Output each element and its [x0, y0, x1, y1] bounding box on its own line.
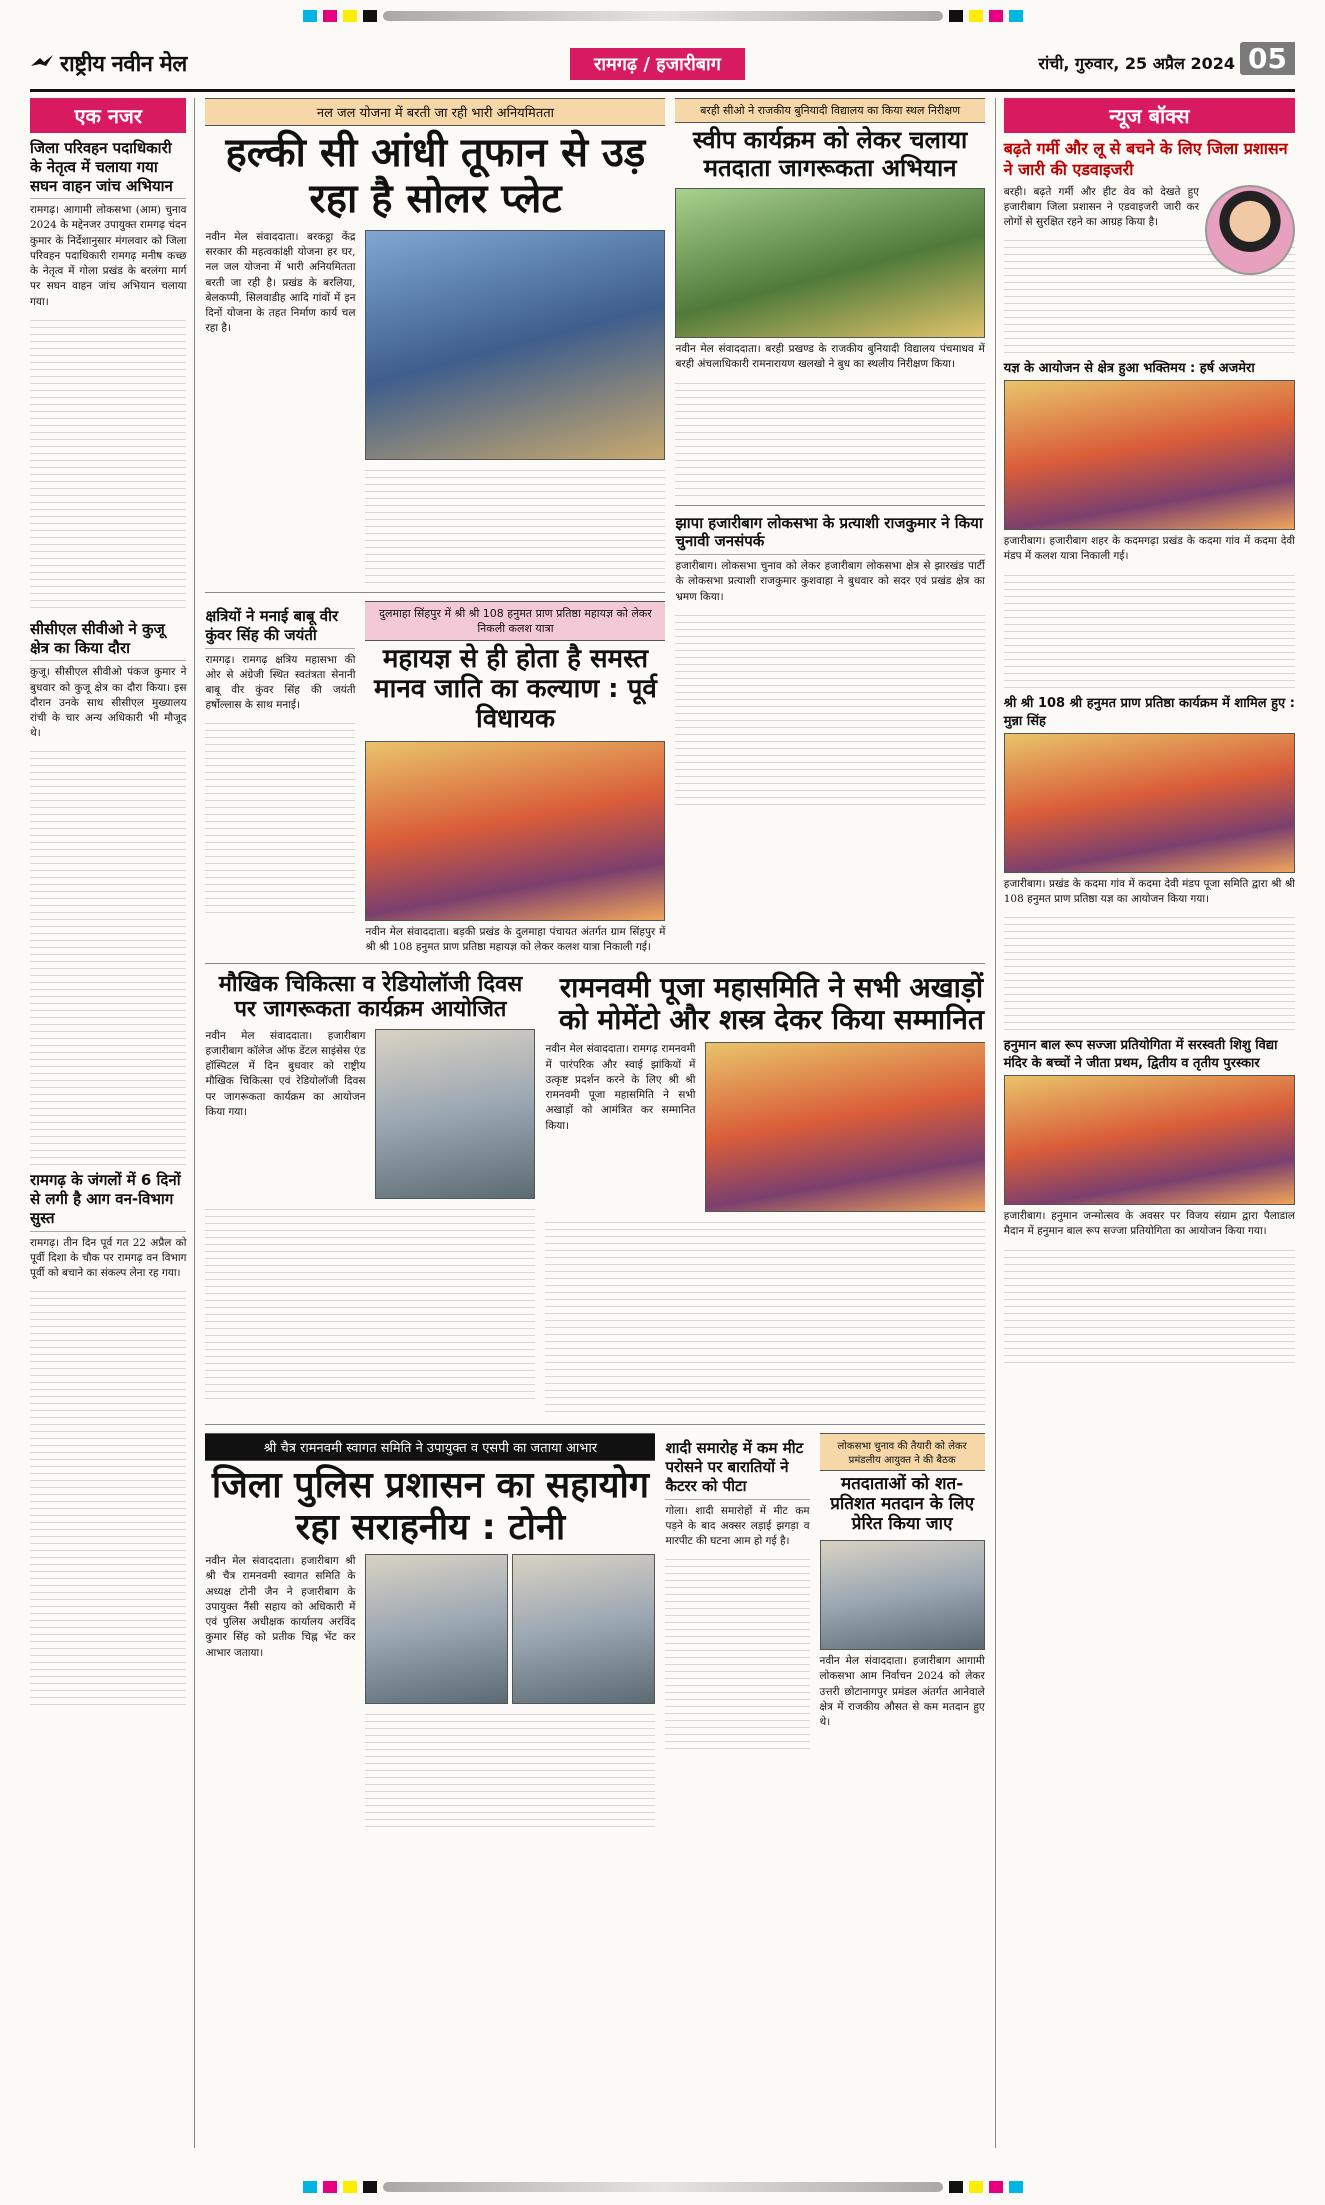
ramnavmi-photo — [705, 1042, 984, 1212]
kalash-yatra-photo — [365, 741, 665, 921]
registration-marks-top — [0, 6, 1325, 26]
lead-text: नवीन मेल संवाददाता। बरकट्ठा केंद्र सरकार की महत्वकांक्षी योजना हर घर, नल जल योजना में भारी अनियमितता बरती जा रही है। प्रखंड के बरलिया, बेलकप्पी, सिलवाडीह आदि गांवों में इन दिनों योजना के तहत निर्माण कार्य चल रहा है। — [205, 231, 356, 335]
voter-headline: मतदाताओं को शत- प्रतिशत मतदान के लिए प्रेरित किया जाए — [830, 1474, 975, 1534]
page-number: 05 — [1240, 42, 1295, 75]
police-headline: जिला पुलिस प्रशासन का सहायोग रहा सराहनीय : टोनी — [211, 1465, 650, 1548]
police-kicker: श्री चैत्र रामनवमी स्वागत समिति ने उपायुक्त व एसपी का जताया आभार — [205, 1433, 655, 1461]
bird-logo-icon — [30, 54, 54, 72]
hanumat-caption: श्री श्री 108 श्री हनुमत प्राण प्रतिष्ठा कार्यक्रम में शामिल हुए : मुन्ना सिंह — [1003, 695, 1295, 729]
heatwave-headline: बढ़ते गर्मी और लू से बचने के लिए जिला प्रशासन ने जारी की एडवाइजरी — [1003, 139, 1288, 179]
sveep-headline: स्वीप कार्यक्रम को लेकर चलाया मतदाता जागरूकता अभियान — [692, 126, 968, 182]
yagya-text: नवीन मेल संवाददाता। बड़की प्रखंड के दुलमाहा पंचायत अंतर्गत ग्राम सिंहपुर में श्री श्री 108 हनुमत प्राण प्रतिष्ठा महायज्ञ को लेकर कलश यात्रा निकाली गई। — [365, 925, 666, 953]
official-portrait — [1205, 185, 1295, 275]
commissioner-meeting-photo — [820, 1540, 985, 1650]
story-ccl-headline: सीसीएल सीवीओ ने कुजू क्षेत्र का किया दौरा — [30, 620, 186, 662]
ramnavmi-text: नवीन मेल संवाददाता। रामगढ़ रामनवमी में पारंपरिक और स्वाई झांकियों में उत्कृष्ट प्रदर्शन करने के लिए श्री श्री रामनवमी पूजा महासमिति ने सभी अखाड़ों को आमंत्रित कर सम्मानित किया। — [545, 1043, 696, 1132]
competition-body — [1004, 1244, 1295, 1364]
main-column — [205, 98, 984, 2148]
heatwave-text: बरही। बढ़ते गर्मी और हीट वेव को देखते हुए हजारीबाग जिला प्रशासन ने एडवाइजरी जारी कर लोगों से सुरक्षित रहने का आग्रह किया है। — [1003, 185, 1199, 229]
yagya-headline: महायज्ञ से ही होता है समस्त मानव जाति का कल्याण : पूर्व विधायक — [374, 644, 657, 734]
lead-kicker: नल जल योजना में बरती जा रही भारी अनियमितता — [205, 98, 665, 126]
competition-text: हजारीबाग। हनुमान जन्मोत्सव के अवसर पर विजय संग्राम द्वारा पैलाडाल मैदान में हनुमान बाल रूप सज्जा प्रतियोगिता का आयोजन किया गया। — [1003, 1210, 1295, 1238]
police-text: नवीन मेल संवाददाता। हजारीबाग श्री श्री चैत्र रामनवमी स्वागत समिति के अध्यक्ष टोनी जैन ने हजारीबाग के उपायुक्त नैंसी सहाय को अधिकारी में एवं पुलिस अधीक्षक कार्यालय अरविंद कुमार सिंह को प्रतीक चिह्न भेंट कर आभार जताया। — [205, 1555, 356, 1659]
caterer-headline: शादी समारोह में कम मीट परोसने पर बारातियों ने कैटरर को पीटा — [665, 1439, 809, 1499]
solar-plate-photo — [365, 230, 665, 460]
ek-nazar-tag: एक नजर — [30, 98, 186, 133]
oral-headline: मौखिक चिकित्सा व रेडियोलॉजी दिवस पर जागरूकता कार्यक्रम आयोजित — [218, 972, 523, 1023]
hanumat-text: हजारीबाग। प्रखंड के कदमा गांव में कदमा देवी मंडप पूजा समिति द्वारा श्री श्री 108 हनुमत प्राण प्रतिष्ठा यज्ञ का आयोजन किया गया। — [1003, 877, 1295, 905]
dental-event-photo — [375, 1029, 535, 1199]
caterer-body — [665, 1553, 809, 1753]
yagya-bhakti-text: हजारीबाग। हजारीबाग शहर के कदमगढ़ा प्रखंड के कदमा गांव में कदमा देवी मंडप में कलश यात्रा निकाली गई। — [1003, 535, 1295, 563]
sveep-photo — [675, 188, 984, 338]
left-column — [30, 98, 195, 2148]
oral-text: नवीन मेल संवाददाता। हजारीबाग हजारीबाग कॉलेज ऑफ डेंटल साइंसेस एंड हॉस्पिटल में दिन बुधवार को राष्ट्रीय मौखिक चिकित्सा एवं रेडियोलॉजी दिवस पर जागरूकता कार्यक्रम का आयोजन किया गया। — [205, 1029, 366, 1118]
lead-body — [365, 464, 665, 584]
sveep-kicker: बरही सीओ ने राजकीय बुनियादी विद्यालय का किया स्थल निरीक्षण — [675, 98, 984, 123]
news-box-tag: न्यूज बॉक्स — [1004, 98, 1295, 133]
right-column — [995, 98, 1295, 2148]
story-ccl-body — [30, 745, 186, 1165]
sveep-body — [675, 377, 984, 497]
yagya-kicker: दुलमाहा सिंहपुर में श्री श्री 108 हनुमत प्राण प्रतिष्ठा महायज्ञ को लेकर निकली कलश यात्रा — [365, 601, 665, 641]
ramnavmi-body — [545, 1216, 984, 1416]
hanumat-photo — [1004, 733, 1295, 873]
hazaribagh-text: हजारीबाग। लोकसभा चुनाव को लेकर हजारीबाग लोकसभा क्षेत्र से झारखंड पार्टी के लोकसभा प्रत्याशी राजकुमार कुशवाहा ने बुधवार को सदर एवं प्रखंड क्षेत्र का भ्रमण किया। — [675, 560, 985, 603]
story-ccl-text: कुजू। सीसीएल सीवीओ पंकज कुमार ने बुधवार को कुजू क्षेत्र का दौरा किया। इस दौरान उनके साथ सीसीएल मुख्यालय रांची के चार अन्य अधिकारी भी मौजूद थे। — [30, 666, 187, 740]
story-forest-body — [30, 1285, 186, 1705]
hazaribagh-headline: झापा हजारीबाग लोकसभा के प्रत्याशी राजकुमार ने किया चुनावी जनसंपर्क — [675, 514, 984, 556]
lead-headline: हल्की सी आंधी तूफान से उड़ रहा है सोलर प्लेट — [225, 130, 646, 222]
ramnavmi-headline: रामनवमी पूजा महासमिति ने सभी अखाड़ों को मोमेंटो और शस्त्र देकर किया सम्मानित — [558, 971, 984, 1037]
caterer-text: गोला। शादी समारोहों में मीट कम पड़ने के बाद अक्सर लड़ाई झगड़ा व मारपीट की घटना आम हो गई है। — [665, 1504, 810, 1548]
yagya-bhakti-caption: यज्ञ के आयोजन से क्षेत्र हुआ भक्तिमय : हर्ष अजमेरा — [1003, 361, 1255, 377]
voter-kicker: लोकसभा चुनाव की तैयारी को लेकर प्रमंडलीय आयुक्त ने की बैठक — [820, 1433, 985, 1471]
competition-photo — [1004, 1075, 1295, 1205]
competition-caption: हनुमान बाल रूप सज्जा प्रतियोगिता में सरस्वती शिशु विद्या मंदिर के बच्चों ने जीता प्रथम, द्वितीय व तृतीय पुरस्कार — [1003, 1038, 1278, 1072]
hanumat-body — [1004, 911, 1295, 1031]
issue-date: रांची, गुरुवार, 25 अप्रैल 2024 — [1038, 54, 1235, 73]
sveep-text: नवीन मेल संवाददाता। बरही प्रखण्ड के राजकीय बुनियादी विद्यालय पंचमाधव में बरही अंचलाधिकारी रामनारायण खलखो ने बुध का स्थलीय निरीक्षण किया। — [675, 343, 985, 371]
newspaper-logo — [30, 48, 187, 78]
police-photo-2 — [512, 1554, 655, 1704]
police-photo-1 — [365, 1554, 508, 1704]
section-title: रामगढ़ / हजारीबाग — [570, 48, 745, 80]
oral-body — [205, 1203, 535, 1403]
story-transport-body — [30, 314, 186, 614]
kunwar-headline: क्षत्रियों ने मनाई बाबू वीर कुंवर सिंह की जयंती — [205, 607, 355, 649]
story-forest-text: रामगढ़। तीन दिन पूर्व गत 22 अप्रैल को पूर्वी दिशा के चौक पर रामगढ़ वन विभाग पूर्वी को बचाने का संकल्प लेना रह गया। — [30, 1236, 187, 1280]
story-transport-text: रामगढ़। आगामी लोकसभा (आम) चुनाव 2024 के मद्देनजर उपायुक्त रामगढ़ चंदन कुमार के निर्देशानुसार मंगलवार को जिला परिवहन पदाधिकारी रामगढ़ मनीष कच्छ के नेतृत्व में गोला प्रखंड के बरलंगा मार्ग पर सघन वाहन जांच अभियान चलाया गया। — [30, 204, 187, 308]
story-forest-headline: रामगढ़ के जंगलों में 6 दिनों से लगी है आग वन-विभाग सुस्त — [30, 1171, 186, 1231]
kunwar-text: रामगढ़। रामगढ़ क्षत्रिय महासभा की ओर से अंग्रेजी स्थित स्वतंत्रता सेनानी बाबू वीर कुंवर सिंह की जयंती हर्षोल्लास के साथ मनाई। — [205, 653, 356, 712]
yagya-bhakti-body — [1004, 569, 1295, 689]
logo-text: राष्ट्रीय नवीन मेल — [60, 51, 187, 77]
police-body — [365, 1708, 655, 1828]
yagya-bhakti-photo — [1004, 380, 1295, 530]
kunwar-body — [205, 717, 355, 917]
story-transport-headline: जिला परिवहन पदाधिकारी के नेतृत्व में चलाया गया सघन वाहन जांच अभियान — [30, 139, 186, 199]
masthead — [30, 36, 1295, 92]
voter-text: नवीन मेल संवाददाता। हजारीबाग आगामी लोकसभा आम निर्वाचन 2024 को लेकर उत्तरी छोटानागपुर प्रमंडल अंतर्गत आनेवाले क्षेत्र में राजकीय औसत से कम मतदान हुए थे। — [819, 1655, 985, 1728]
hazaribagh-body — [675, 609, 984, 809]
registration-marks-bottom — [0, 2177, 1325, 2197]
